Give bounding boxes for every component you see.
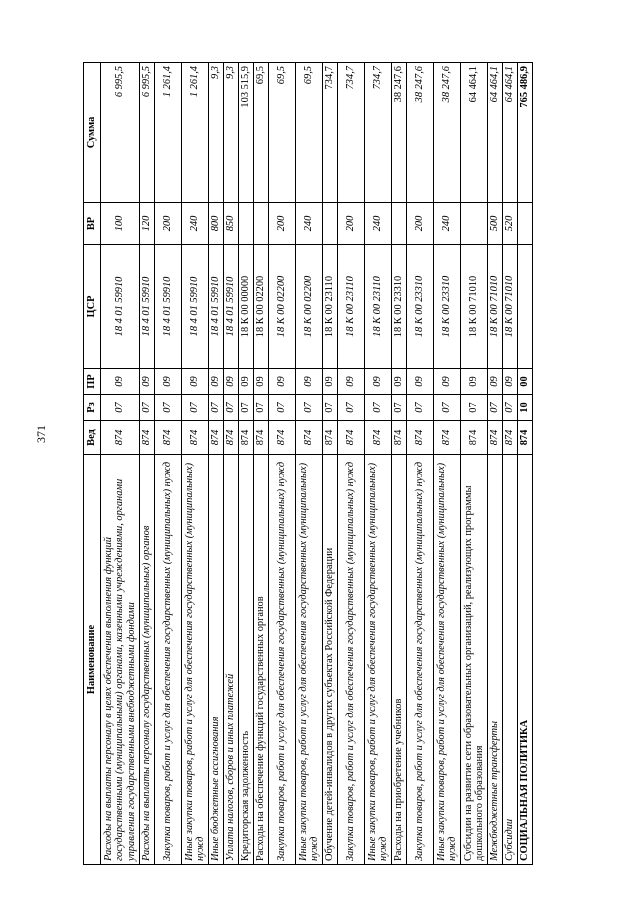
row-name: Расходы на выплаты персоналу в целях обеспечения выполнения функций государственными (муниципальными) органами, казенными учреждениями, органами управления государственными внебюджетными фондами bbox=[101, 455, 140, 865]
row-name: СОЦИАЛЬНАЯ ПОЛИТИКА bbox=[518, 455, 533, 865]
table-row bbox=[503, 63, 518, 865]
row-sum: 38 247,6 bbox=[407, 63, 434, 203]
row-rz: 07 bbox=[269, 395, 296, 421]
row-csr: 18 К 00 02200 bbox=[269, 245, 296, 369]
row-pr: 09 bbox=[407, 369, 434, 395]
row-sum: 734,7 bbox=[323, 63, 338, 203]
row-pr: 09 bbox=[140, 369, 155, 395]
row-rz: 07 bbox=[239, 395, 254, 421]
row-pr: 09 bbox=[239, 369, 254, 395]
row-pr: 09 bbox=[434, 369, 461, 395]
page-number: 371 bbox=[34, 425, 48, 443]
row-csr: 18 К 00 00000 bbox=[239, 245, 254, 369]
budget-table bbox=[83, 62, 533, 865]
row-name: Закупка товаров, работ и услуг для обеспечения государственных (муниципальных) нужд bbox=[407, 455, 434, 865]
row-pr: 09 bbox=[155, 369, 182, 395]
row-ved: 874 bbox=[254, 421, 269, 455]
header-rz: Рз bbox=[84, 395, 101, 421]
table-row bbox=[239, 63, 254, 865]
row-csr bbox=[518, 245, 533, 369]
row-csr: 18 К 00 71010 bbox=[503, 245, 518, 369]
row-vr: 240 bbox=[434, 203, 461, 245]
row-name: Субсидии на развитие сети образовательных организаций, реализующих программы дошкольного образования bbox=[461, 455, 488, 865]
row-name: Расходы на обеспечение функций государственных органов bbox=[254, 455, 269, 865]
row-rz: 07 bbox=[323, 395, 338, 421]
row-pr: 09 bbox=[269, 369, 296, 395]
table-row bbox=[101, 63, 140, 865]
row-sum: 64 464,1 bbox=[461, 63, 488, 203]
header-pr: ПР bbox=[84, 369, 101, 395]
row-ved: 874 bbox=[101, 421, 140, 455]
row-ved: 874 bbox=[140, 421, 155, 455]
row-rz: 07 bbox=[392, 395, 407, 421]
header-name: Наименование bbox=[84, 455, 101, 865]
row-name: Расходы на выплаты персоналу государственных (муниципальных) органов bbox=[140, 455, 155, 865]
row-csr: 18 К 00 23110 bbox=[365, 245, 392, 369]
row-rz: 07 bbox=[140, 395, 155, 421]
row-vr: 200 bbox=[269, 203, 296, 245]
row-rz: 07 bbox=[434, 395, 461, 421]
row-vr: 850 bbox=[224, 203, 239, 245]
row-name: Закупка товаров, работ и услуг для обеспечения государственных (муниципальных) нужд bbox=[269, 455, 296, 865]
table-row bbox=[269, 63, 296, 865]
row-sum: 1 261,4 bbox=[182, 63, 209, 203]
rotated-page-content bbox=[83, 63, 583, 865]
row-rz: 07 bbox=[461, 395, 488, 421]
row-ved: 874 bbox=[392, 421, 407, 455]
row-rz: 07 bbox=[503, 395, 518, 421]
table-row bbox=[155, 63, 182, 865]
row-pr: 09 bbox=[392, 369, 407, 395]
header-sum: Сумма bbox=[84, 63, 101, 203]
row-rz: 07 bbox=[254, 395, 269, 421]
row-pr: 09 bbox=[254, 369, 269, 395]
row-csr: 18 4 01 59910 bbox=[209, 245, 224, 369]
table-row bbox=[209, 63, 224, 865]
row-sum: 64 464,1 bbox=[488, 63, 503, 203]
row-pr: 09 bbox=[296, 369, 323, 395]
row-rz: 07 bbox=[209, 395, 224, 421]
row-vr bbox=[254, 203, 269, 245]
table-row bbox=[488, 63, 503, 865]
row-ved: 874 bbox=[224, 421, 239, 455]
row-rz: 07 bbox=[224, 395, 239, 421]
row-csr: 18 К 00 23310 bbox=[434, 245, 461, 369]
row-ved: 874 bbox=[488, 421, 503, 455]
row-rz: 10 bbox=[518, 395, 533, 421]
row-csr: 18 К 00 23310 bbox=[407, 245, 434, 369]
table-row bbox=[323, 63, 338, 865]
row-rz: 07 bbox=[407, 395, 434, 421]
row-vr: 500 bbox=[488, 203, 503, 245]
row-csr: 18 4 01 59910 bbox=[101, 245, 140, 369]
row-name: Межбюджетные трансферты bbox=[488, 455, 503, 865]
row-ved: 874 bbox=[182, 421, 209, 455]
row-sum: 9,3 bbox=[209, 63, 224, 203]
row-sum: 6 995,5 bbox=[101, 63, 140, 203]
row-vr bbox=[518, 203, 533, 245]
row-name: Иные бюджетные ассигнования bbox=[209, 455, 224, 865]
row-name: Закупка товаров, работ и услуг для обеспечения государственных (муниципальных) нужд bbox=[155, 455, 182, 865]
row-ved: 874 bbox=[365, 421, 392, 455]
row-csr: 18 К 00 71010 bbox=[461, 245, 488, 369]
row-vr: 800 bbox=[209, 203, 224, 245]
row-ved: 874 bbox=[239, 421, 254, 455]
row-sum: 69,5 bbox=[254, 63, 269, 203]
row-pr: 09 bbox=[338, 369, 365, 395]
row-ved: 874 bbox=[209, 421, 224, 455]
row-vr: 120 bbox=[140, 203, 155, 245]
row-csr: 18 К 00 02200 bbox=[254, 245, 269, 369]
row-pr: 09 bbox=[101, 369, 140, 395]
row-rz: 07 bbox=[296, 395, 323, 421]
table-row bbox=[461, 63, 488, 865]
row-ved: 874 bbox=[323, 421, 338, 455]
row-sum: 38 247,6 bbox=[392, 63, 407, 203]
row-csr: 18 4 01 59910 bbox=[182, 245, 209, 369]
row-name: Расходы на приобретение учебников bbox=[392, 455, 407, 865]
table-row bbox=[434, 63, 461, 865]
row-sum: 103 515,9 bbox=[239, 63, 254, 203]
row-rz: 07 bbox=[338, 395, 365, 421]
row-vr: 240 bbox=[296, 203, 323, 245]
row-ved: 874 bbox=[407, 421, 434, 455]
table-row bbox=[365, 63, 392, 865]
row-csr: 18 4 01 59910 bbox=[140, 245, 155, 369]
row-rz: 07 bbox=[155, 395, 182, 421]
row-sum: 1 261,4 bbox=[155, 63, 182, 203]
row-sum: 734,7 bbox=[338, 63, 365, 203]
table-row bbox=[224, 63, 239, 865]
table-row bbox=[392, 63, 407, 865]
row-csr: 18 К 00 02200 bbox=[296, 245, 323, 369]
row-rz: 07 bbox=[365, 395, 392, 421]
row-sum: 9,3 bbox=[224, 63, 239, 203]
row-vr bbox=[392, 203, 407, 245]
row-csr: 18 4 01 59910 bbox=[224, 245, 239, 369]
row-vr: 240 bbox=[365, 203, 392, 245]
row-ved: 874 bbox=[503, 421, 518, 455]
row-name: Субсидии bbox=[503, 455, 518, 865]
header-ved: Вед bbox=[84, 421, 101, 455]
row-vr: 200 bbox=[338, 203, 365, 245]
header-csr: ЦСР bbox=[84, 245, 101, 369]
row-vr bbox=[461, 203, 488, 245]
row-csr: 18 К 00 71010 bbox=[488, 245, 503, 369]
row-ved: 874 bbox=[155, 421, 182, 455]
row-rz: 07 bbox=[488, 395, 503, 421]
row-name: Кредиторская задолженность bbox=[239, 455, 254, 865]
row-ved: 874 bbox=[338, 421, 365, 455]
row-name: Уплата налогов, сборов и иных платежей bbox=[224, 455, 239, 865]
row-rz: 07 bbox=[101, 395, 140, 421]
row-vr: 200 bbox=[407, 203, 434, 245]
table-row bbox=[407, 63, 434, 865]
row-csr: 18 К 00 23110 bbox=[338, 245, 365, 369]
row-pr: 09 bbox=[503, 369, 518, 395]
row-csr: 18 К 00 23310 bbox=[392, 245, 407, 369]
row-name: Иные закупки товаров, работ и услуг для обеспечения государственных (муниципальных) нужд bbox=[434, 455, 461, 865]
table-row bbox=[338, 63, 365, 865]
table-row-section-total bbox=[518, 63, 533, 865]
row-name: Иные закупки товаров, работ и услуг для обеспечения государственных (муниципальных) нужд bbox=[182, 455, 209, 865]
row-sum: 734,7 bbox=[365, 63, 392, 203]
table-header-row bbox=[84, 63, 101, 865]
row-vr bbox=[239, 203, 254, 245]
row-pr: 09 bbox=[488, 369, 503, 395]
row-rz: 07 bbox=[182, 395, 209, 421]
table-row bbox=[140, 63, 155, 865]
row-ved: 874 bbox=[461, 421, 488, 455]
row-sum: 69,5 bbox=[296, 63, 323, 203]
row-sum: 765 486,9 bbox=[518, 63, 533, 203]
row-pr: 09 bbox=[323, 369, 338, 395]
row-name: Обучение детей-инвалидов в других субъектах Российской Федерации bbox=[323, 455, 338, 865]
row-vr: 520 bbox=[503, 203, 518, 245]
row-pr: 09 bbox=[182, 369, 209, 395]
row-name: Иные закупки товаров, работ и услуг для обеспечения государственных (муниципальных) нужд bbox=[365, 455, 392, 865]
row-ved: 874 bbox=[518, 421, 533, 455]
row-pr: 09 bbox=[224, 369, 239, 395]
row-name: Иные закупки товаров, работ и услуг для обеспечения государственных (муниципальных) нужд bbox=[296, 455, 323, 865]
row-sum: 64 464,1 bbox=[503, 63, 518, 203]
row-pr: 09 bbox=[365, 369, 392, 395]
row-vr: 200 bbox=[155, 203, 182, 245]
row-name: Закупка товаров, работ и услуг для обеспечения государственных (муниципальных) нужд bbox=[338, 455, 365, 865]
row-pr: 09 bbox=[461, 369, 488, 395]
row-vr: 100 bbox=[101, 203, 140, 245]
table-row bbox=[296, 63, 323, 865]
row-vr: 240 bbox=[182, 203, 209, 245]
row-ved: 874 bbox=[434, 421, 461, 455]
row-csr: 18 4 01 59910 bbox=[155, 245, 182, 369]
table-row bbox=[182, 63, 209, 865]
row-ved: 874 bbox=[269, 421, 296, 455]
row-sum: 6 995,5 bbox=[140, 63, 155, 203]
row-vr bbox=[323, 203, 338, 245]
row-sum: 38 247,6 bbox=[434, 63, 461, 203]
row-sum: 69,5 bbox=[269, 63, 296, 203]
header-vr: ВР bbox=[84, 203, 101, 245]
row-pr: 00 bbox=[518, 369, 533, 395]
table-row bbox=[254, 63, 269, 865]
row-csr: 18 К 00 23110 bbox=[323, 245, 338, 369]
row-pr: 09 bbox=[209, 369, 224, 395]
row-ved: 874 bbox=[296, 421, 323, 455]
